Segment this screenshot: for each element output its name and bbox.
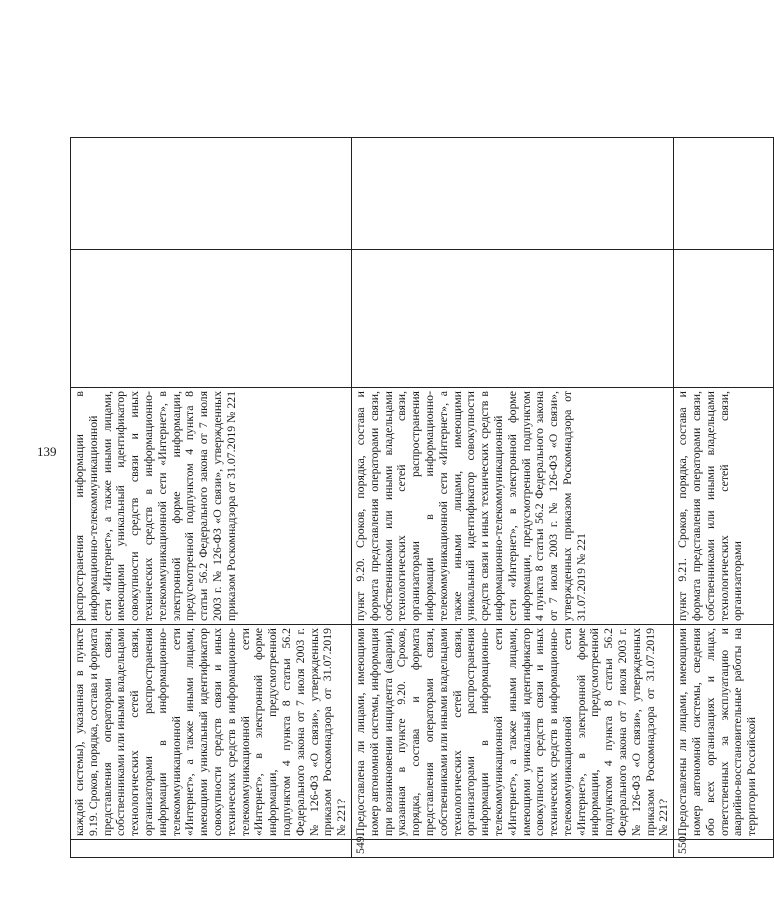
row-number: 549. [351, 840, 673, 858]
row-number: 550. [674, 840, 774, 858]
note-cell [71, 138, 352, 250]
question-cell: Предоставлена ли лицами, имеющими номер автономной системы, информация при возникновении инцидента (аварии), указанная в пункте 9.20. Сроков, порядка, состава и формата представления операторами связи, собственниками или иными владельцами технологических сетей связи, организаторами распространения информации в информационно-телекоммуникационной сети «Интернет», а также иными лицами, имеющими уникальный идентификатор совокупности средств связи и иных технических средств в информационно-телекоммуникационной сети «Интернет», в электронной форме информации, предусмотренной подпунктом 4 пункта 8 статьи 56.2 Федерального закона от 7 июля 2003 г. № 126-ФЗ «О связи», утвержденных приказом Роскомнадзора от 31.07.2019 № 221? [351, 625, 673, 840]
legal-basis-cell: распространения информации в информационно-телекоммуникационной сети «Интернет», а также иными лицами, имеющими уникальный идентификатор совокупности средств связи и иных технических средств в информационно-телекоммуникационной сети «Интернет», в электронной форме информации, предусмотренной подпунктом 4 пункта 8 статьи 56.2 Федерального закона от 7 июля 2003 г. № 126-ФЗ «О связи», утвержденных приказом Роскомнадзора от 31.07.2019 № 221 [71, 388, 352, 625]
checklist-table [70, 137, 774, 858]
answer-cell [674, 250, 774, 388]
answer-cell [351, 250, 673, 388]
note-cell [674, 138, 774, 250]
question-cell: каждой системы), указанная в пункте 9.19. Сроков, порядка, состава и формата представления операторами связи, собственниками или иными владельцами технологических сетей связи, организаторами распространения информации в информационно-телекоммуникационной сети «Интернет», а также иными лицами, имеющими уникальный идентификатор совокупности средств связи и иных технических средств в информационно-телекоммуникационной сети «Интернет», в электронной форме информации, предусмотренной подпунктом 4 пункта 8 статьи 56.2 Федерального закона от 7 июля 2003 г. № 126-ФЗ «О связи», утвержденных приказом Роскомнадзора от 31.07.2019 № 221? [71, 625, 352, 840]
row-number [71, 840, 352, 858]
rotated-page [70, 138, 759, 858]
legal-basis-cell: пункт 9.20. Сроков, порядка, состава и формата представления операторами связи, собственниками или иными владельцами технологических сетей связи, организаторами распространения информации в информационно-телекоммуникационной сети «Интернет», а также иными лицами, имеющими уникальный идентификатор совокупности средств связи и иных технических средств в информационно-телекоммуникационной сети «Интернет», в электронной форме информации, предусмотренной подпунктом 4 пункта 8 статьи 56.2 Федерального закона от 7 июля 2003 г. № 126-ФЗ «О связи», утвержденных приказом Роскомнадзора от 31.07.2019 № 221 [351, 388, 673, 625]
question-cell: Предоставлены ли лицами, имеющими номер автономной системы, сведения обо всех организациях и лицах, ответственных за эксплуатацию и аварийно-восстановительные работы на территории Российской [674, 625, 774, 840]
table-row [71, 138, 352, 858]
answer-cell [71, 250, 352, 388]
note-cell [351, 138, 673, 250]
table-row [351, 138, 673, 858]
table-row [674, 138, 774, 858]
page-number: 139 [37, 444, 57, 459]
legal-basis-cell: пункт 9.21. Сроков, порядка, состава и формата представления операторами связи, собственниками или иными владельцами технологических сетей связи, организаторами [674, 388, 774, 625]
